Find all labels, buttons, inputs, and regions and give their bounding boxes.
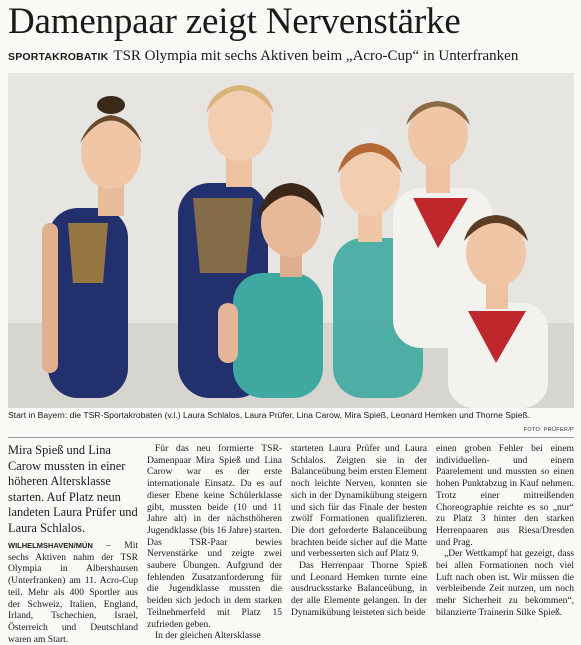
- kicker: SPORTAKROBATIK: [8, 51, 109, 63]
- column-3-paragraph-1: starteten Laura Prüfer und Laura Schlalos. Zeigten sie in der Balanceübung beim ersten Element noch leichte Nerven, konnten sie sich in der Dynamikübung steigern und sich für das Finale der besten zwölf Formationen qualifizieren. Die dort geforderte Balanceübung brachten beide sicher auf die Matte und verbesserten sich auf Platz 9.: [291, 443, 427, 560]
- intro-paragraph: Mira Spieß und Lina Carow mussten in einer höheren Altersklasse starten. Auf Platz neun landeten Laura Prüfer und Laura Schlalos.: [8, 443, 138, 535]
- column-1: [8, 443, 138, 645]
- column-1-text: – Mit sechs Aktiven nahm der TSR Olympia in Albershausen (Unterfranken) am 11. Acro-Cup teil. Mehr als 400 Sportler aus der Schweiz, Italien, England, Irland, Tschechien, Israel, Österreich und Deutschland waren am Start.: [8, 540, 138, 645]
- column-3-paragraph-2: Das Herrenpaar Thorne Spieß und Leonard Hemken turnte eine ausdrucksstarke Balanceübung, in der alle Elemente gelangen. In der Dynamikübung leisteten sich beide: [291, 560, 427, 618]
- team-photo: [8, 73, 574, 408]
- dateline: WILHELMSHAVEN/MÜN: [8, 541, 93, 550]
- column-1-body: [8, 540, 138, 645]
- column-4: [436, 443, 574, 619]
- subheadline-line: [8, 46, 578, 67]
- photo-caption: Start in Bayern: die TSR-Sportakrobaten (v.l.) Laura Schlalos, Laura Prüfer, Lina Carow, Mira Spieß, Leonard Hemken und Thorne Spieß.: [8, 410, 531, 420]
- team-photo-illustration: [8, 73, 574, 408]
- subheadline: TSR Olympia mit sechs Aktiven beim „Acro-Cup“ in Unterfranken: [113, 48, 519, 64]
- photo-credit: FOTO: PRÜFER/P: [523, 427, 574, 433]
- column-2-paragraph-1: Für das neu formierte TSR-Damenpaar Mira Spieß und Lina Carow war es der erste internationale Einsatz. Da es auf dieser Ebene keine Schülerklasse gibt, mussten beide (10 und 11 Jahre alt) in der nächsthöheren Jugendklasse (bis 16 Jahre) starten. Das TSR-Paar bewies Nervenstärke und zeigte zwei saubere Übungen. Aufgrund der fehlenden Zusatzanforderung für die Jugendklasse mussten die beiden sich jedoch in dem starken Teilnehmerfeld mit Platz 15 zufrieden geben.: [147, 443, 282, 630]
- column-2-paragraph-2: In der gleichen Altersklasse: [155, 630, 261, 642]
- column-4-paragraph-1: einen groben Fehler bei einem individuellen- und einem Paarelement und mussten so einen hohen Punktabzug in Kauf nehmen. Trotz einer mitreißenden Choreographie reichte es so „nur“ zu Platz 3 hinter den starken Herrenpaaren aus Riesa/Dresden und Prag.: [436, 443, 574, 548]
- column-3: [291, 443, 427, 619]
- divider: [8, 437, 574, 438]
- headline: Damenpaar zeigt Nervenstärke: [8, 1, 461, 42]
- column-4-paragraph-2: „Der Wettkampf hat gezeigt, dass bei allen Formationen noch viel Luft nach oben ist. Wir müssen die verbleibende Zeit nutzen, um noch mehr Sicherheit zu bekommen“, bilanzierte Trainerin Silke Spieß.: [436, 548, 574, 618]
- column-2: [147, 443, 282, 642]
